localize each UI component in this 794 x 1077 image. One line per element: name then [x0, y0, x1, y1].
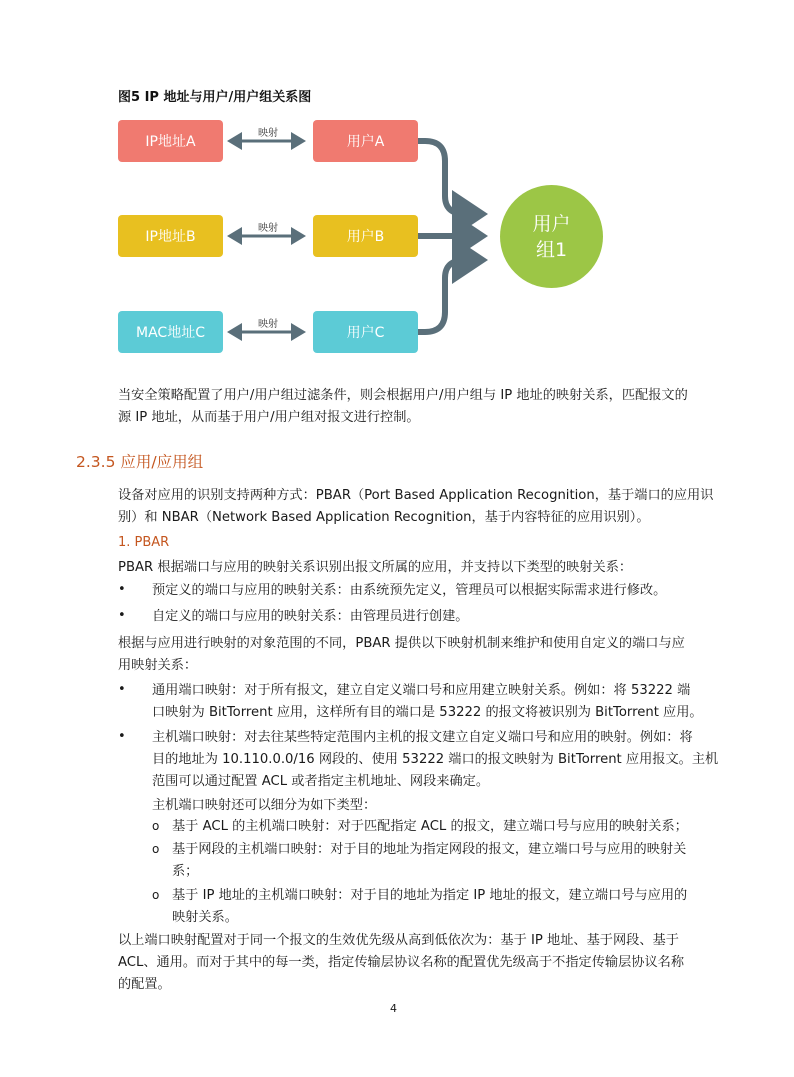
- p2: PBAR 根据端口与应用的映射关系识别出报文所属的应用，并支持以下类型的映射关系：: [118, 560, 633, 575]
- intro-line-1: 当安全策略配置了用户/用户组过滤条件，则会根据用户/用户组与 IP 地址的映射关系，匹配报文的: [118, 388, 688, 403]
- p5-line-1: 以上端口映射配置对于同一个报文的生效优先级从高到低依次为：基于 IP 地址、基于网段、基于: [118, 933, 679, 948]
- bullet-4-line-2: 目的地址为 10.110.0.0/16 网段的、使用 53222 端口的报文映射为 BitTorrent 应用报文。主机: [152, 752, 719, 767]
- intro-line-2: 源 IP 地址，从而基于用户/用户组对报文进行控制。: [118, 410, 420, 425]
- bullet-icon: •: [118, 729, 126, 744]
- p5-line-3: 的配置。: [118, 977, 171, 992]
- user-a-box: 用户A: [313, 120, 418, 162]
- ip-address-a-box: IP地址A: [118, 120, 223, 162]
- subsection-heading: 1. PBAR: [118, 535, 170, 550]
- mapping-label-c: 映射: [258, 319, 278, 330]
- section-heading: 2.3.5 应用/应用组: [76, 453, 204, 471]
- sub-bullet-2-line-2: 系；: [172, 864, 199, 879]
- sub-bullet-3-line-1: 基于 IP 地址的主机端口映射：对于目的地址为指定 IP 地址的报文，建立端口号与应用的: [172, 888, 688, 903]
- p3-line-1: 根据与应用进行映射的对象范围的不同，PBAR 提供以下映射机制来维护和使用自定义的端口与应: [118, 636, 685, 651]
- bullet-3-line-1: 通用端口映射：对于所有报文，建立自定义端口号和应用建立映射关系。例如：将 53222 端: [152, 683, 691, 698]
- hollow-bullet-icon: o: [152, 819, 160, 833]
- bullet-4-line-1: 主机端口映射：对去往某些特定范围内主机的报文建立自定义端口号和应用的映射。例如：将: [152, 730, 693, 745]
- user-group-label-line1: 用户: [532, 212, 571, 235]
- p1-line-1: 设备对应用的识别支持两种方式：PBAR（Port Based Application Recognition，基于端口的应用识: [118, 488, 714, 503]
- bullet-4-line-3: 范围可以通过配置 ACL 或者指定主机地址、网段来确定。: [152, 774, 490, 789]
- user-c-to-group-arrow: [418, 260, 482, 332]
- user-a-to-group-arrow: [418, 141, 482, 214]
- sub-bullet-3-line-2: 映射关系。: [172, 910, 238, 925]
- bullet-3-line-2: 口映射为 BitTorrent 应用，这样所有目的端口是 53222 的报文将被识别为 BitTorrent 应用。: [152, 705, 703, 720]
- hollow-bullet-icon: o: [152, 842, 160, 856]
- p4: 主机端口映射还可以细分为如下类型：: [152, 798, 377, 813]
- ip-address-b-box: IP地址B: [118, 215, 223, 257]
- p3-line-2: 用映射关系：: [118, 658, 198, 673]
- user-group-circle: [500, 185, 603, 288]
- bullet-2: 自定义的端口与应用的映射关系：由管理员进行创建。: [152, 609, 469, 624]
- user-c-box: 用户C: [313, 311, 418, 353]
- bullet-icon: •: [118, 582, 126, 597]
- p5-line-2: ACL、通用。而对于其中的每一类，指定传输层协议名称的配置优先级高于不指定传输层协议名称: [118, 955, 685, 970]
- bullet-icon: •: [118, 682, 126, 697]
- page-number: 4: [390, 1002, 397, 1015]
- figure-caption: 图5 IP 地址与用户/用户组关系图: [118, 90, 312, 105]
- sub-bullet-1: 基于 ACL 的主机端口映射：对于匹配指定 ACL 的报文，建立端口号与应用的映射关系；: [172, 819, 688, 834]
- mapping-label-b: 映射: [258, 223, 278, 234]
- p1-line-2: 别）和 NBAR（Network Based Application Recognition，基于内容特征的应用识别）。: [118, 510, 650, 525]
- bullet-icon: •: [118, 608, 126, 623]
- hollow-bullet-icon: o: [152, 888, 160, 902]
- bullet-1: 预定义的端口与应用的映射关系：由系统预先定义，管理员可以根据实际需求进行修改。: [152, 583, 667, 598]
- mapping-label-a: 映射: [258, 128, 278, 139]
- user-b-box: 用户B: [313, 215, 418, 257]
- mac-address-c-box: MAC地址C: [118, 311, 223, 353]
- user-group-label-line2: 组1: [535, 238, 568, 261]
- sub-bullet-2-line-1: 基于网段的主机端口映射：对于目的地址为指定网段的报文，建立端口号与应用的映射关: [172, 842, 687, 857]
